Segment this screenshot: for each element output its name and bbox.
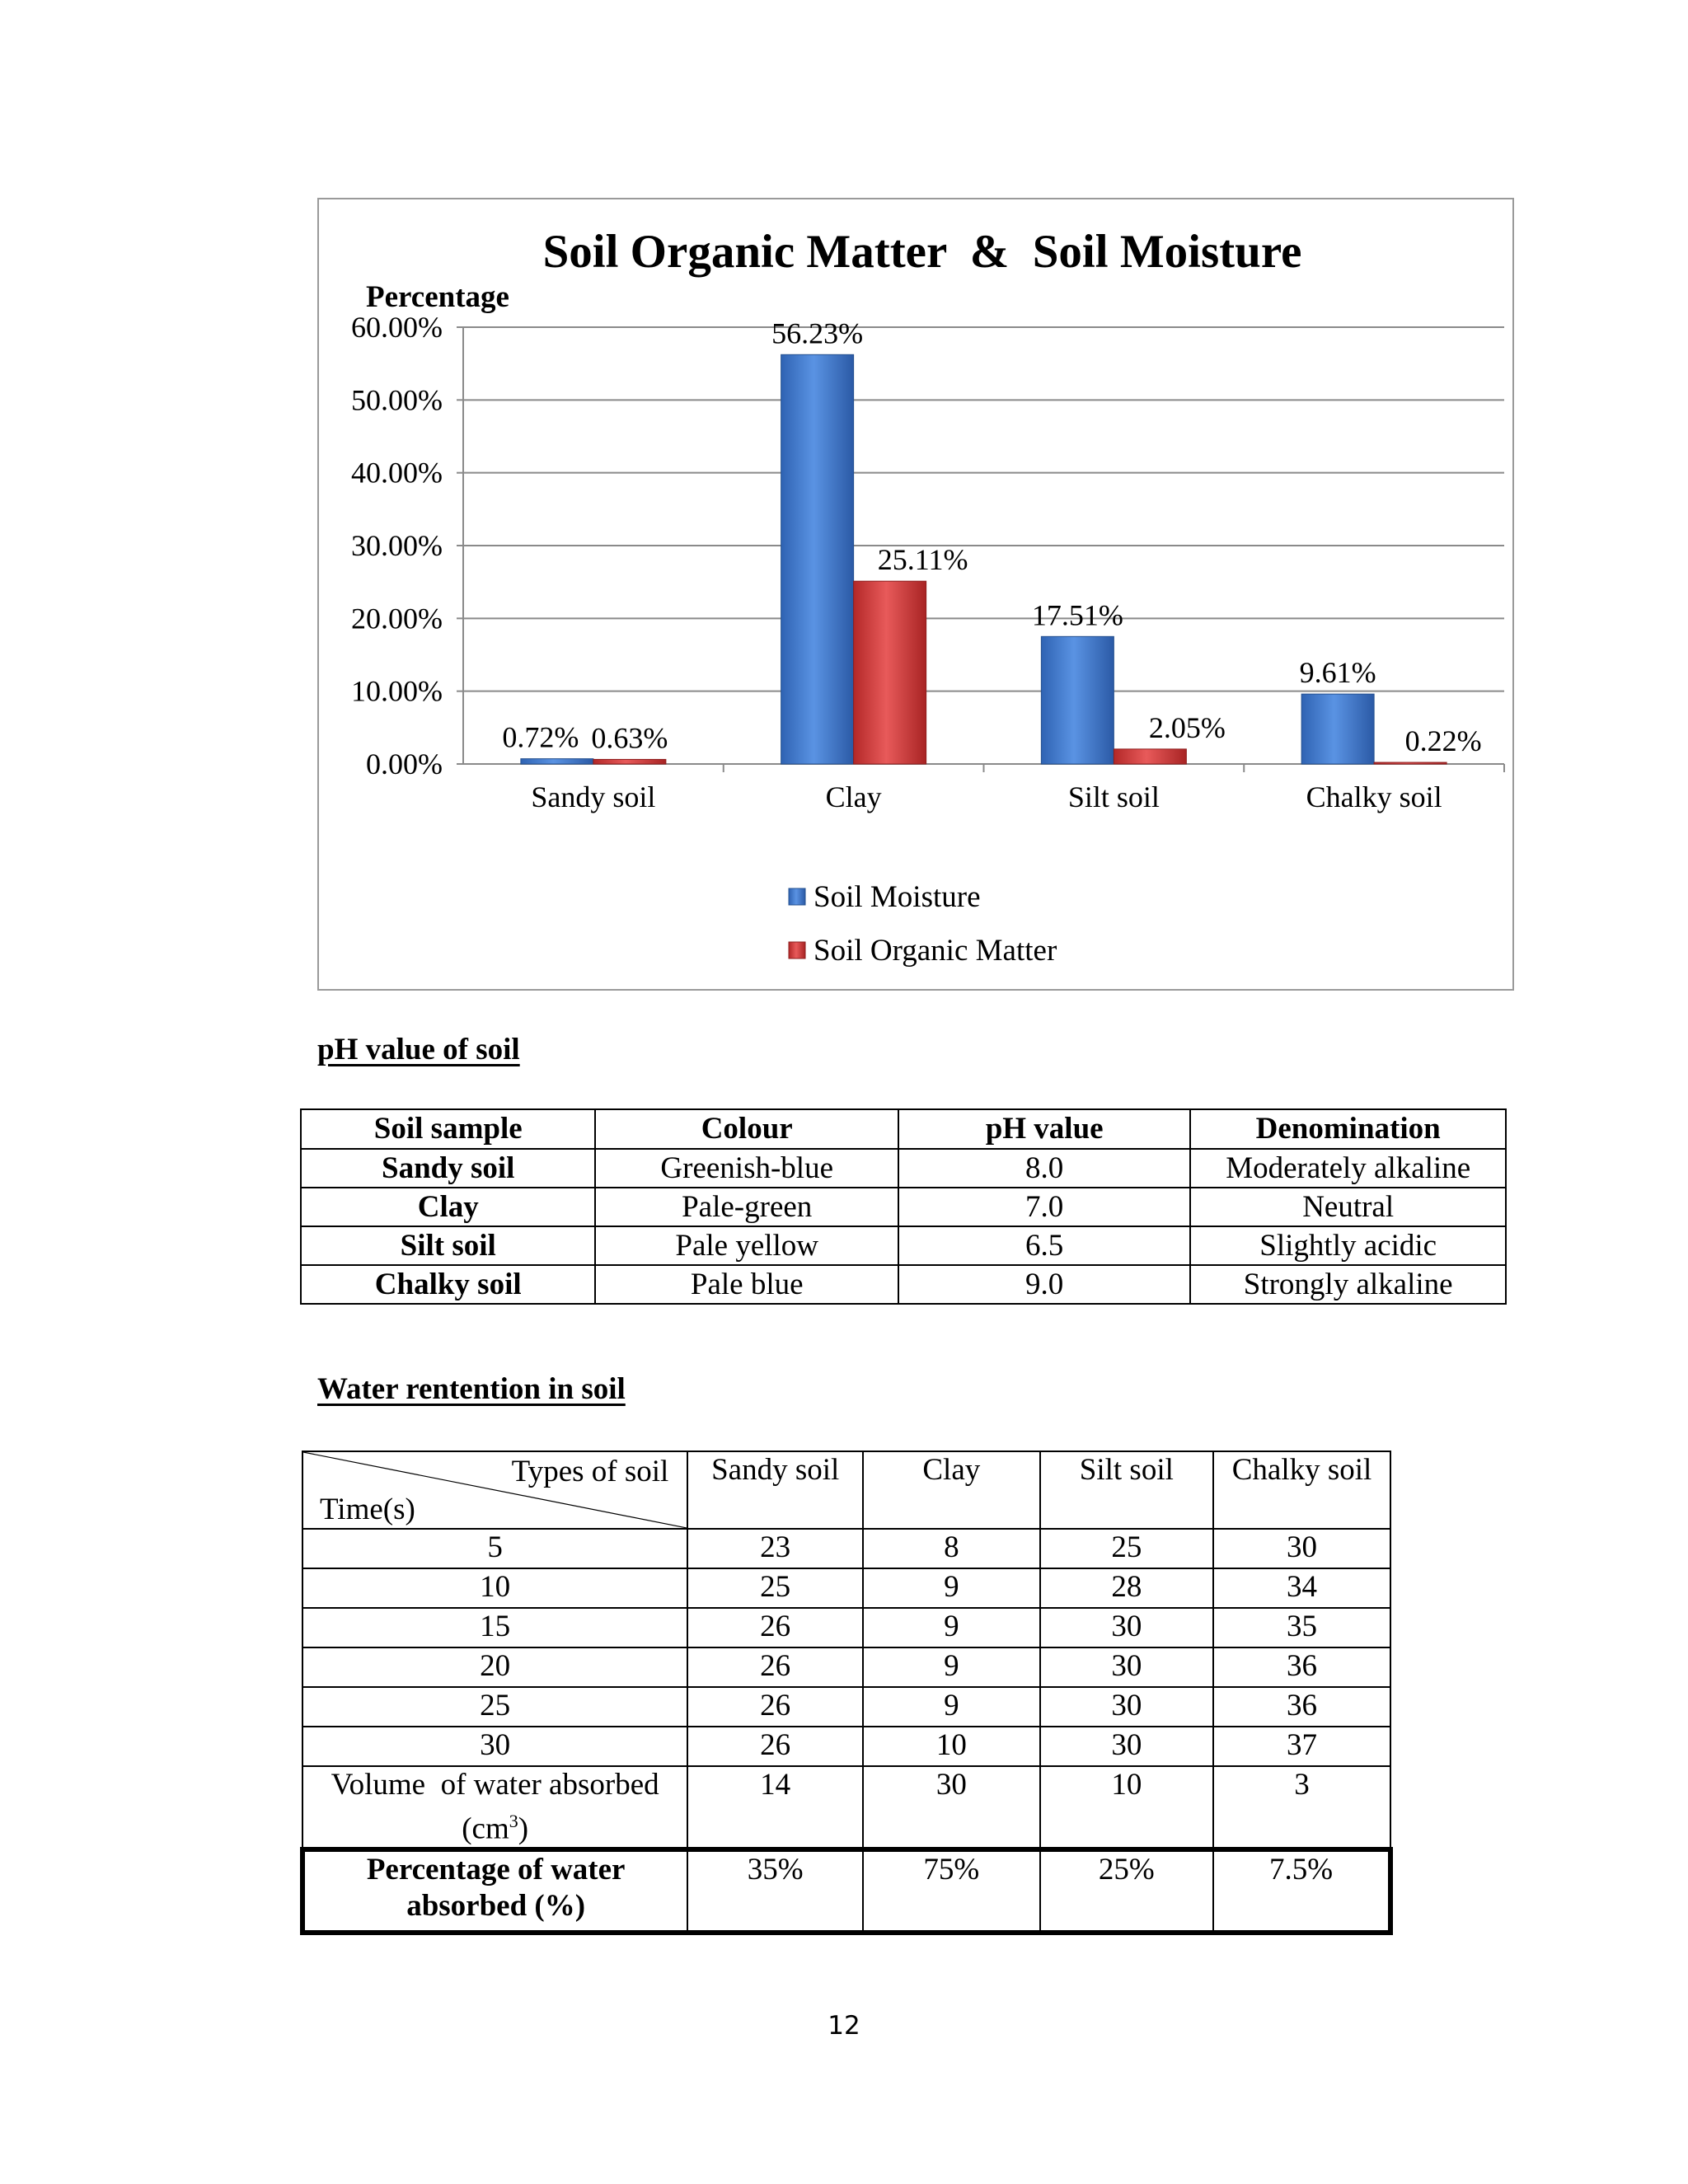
chart-frame bbox=[317, 198, 1514, 991]
water-retention-table bbox=[300, 1451, 1393, 1935]
data-label: 0.72% bbox=[502, 720, 579, 754]
volume-row bbox=[302, 1766, 1390, 1849]
chart-title: Soil Organic Matter & Soil Moisture bbox=[542, 226, 1302, 278]
ph-cell-soil: Clay bbox=[301, 1188, 595, 1226]
table-row bbox=[302, 1687, 1390, 1727]
volume-value-cell: 3 bbox=[1213, 1766, 1390, 1849]
water-value-cell: 26 bbox=[687, 1608, 863, 1647]
water-column-header: Silt soil bbox=[1040, 1451, 1214, 1529]
water-value-cell: 37 bbox=[1213, 1727, 1390, 1766]
time-cell: 15 bbox=[302, 1608, 687, 1647]
data-label: 25.11% bbox=[877, 543, 968, 577]
data-label: 0.22% bbox=[1404, 724, 1482, 758]
table-row bbox=[301, 1188, 1506, 1226]
ph-table bbox=[300, 1108, 1507, 1305]
table-row bbox=[301, 1265, 1506, 1304]
water-value-cell: 9 bbox=[863, 1568, 1040, 1608]
water-column-header: Chalky soil bbox=[1213, 1451, 1390, 1529]
volume-label: Volume of water absorbed bbox=[331, 1768, 659, 1802]
bar-soil-moisture bbox=[1301, 694, 1374, 764]
water-column-header: Sandy soil bbox=[687, 1451, 863, 1529]
table-row bbox=[302, 1727, 1390, 1766]
legend-label: Soil Moisture bbox=[814, 880, 981, 914]
bar-soil-organic-matter bbox=[593, 759, 666, 764]
water-value-cell: 30 bbox=[1040, 1727, 1214, 1766]
x-tick-label: Sandy soil bbox=[531, 780, 656, 813]
ph-cell-denomination: Neutral bbox=[1190, 1188, 1506, 1226]
water-value-cell: 30 bbox=[1040, 1608, 1214, 1647]
ph-cell-soil: Sandy soil bbox=[301, 1149, 595, 1188]
y-tick-label: 30.00% bbox=[351, 529, 443, 562]
ph-header-cell: Denomination bbox=[1190, 1109, 1506, 1149]
corner-header-cell bbox=[302, 1451, 687, 1529]
percentage-value-cell: 35% bbox=[687, 1849, 863, 1933]
y-axis-title: Percentage bbox=[366, 280, 509, 314]
ph-cell-colour: Pale yellow bbox=[595, 1226, 898, 1265]
percentage-value-cell: 7.5% bbox=[1213, 1849, 1390, 1933]
percentage-label-cell: Percentage of water absorbed (%) bbox=[302, 1849, 687, 1933]
time-cell: 30 bbox=[302, 1727, 687, 1766]
time-cell: 25 bbox=[302, 1687, 687, 1727]
percentage-value-cell: 25% bbox=[1040, 1849, 1214, 1933]
water-value-cell: 35 bbox=[1213, 1608, 1390, 1647]
ph-cell-denomination: Moderately alkaline bbox=[1190, 1149, 1506, 1188]
ph-cell-value: 7.0 bbox=[898, 1188, 1190, 1226]
y-tick-label: 10.00% bbox=[351, 674, 443, 708]
water-value-cell: 26 bbox=[687, 1647, 863, 1687]
water-value-cell: 34 bbox=[1213, 1568, 1390, 1608]
data-label: 0.63% bbox=[591, 721, 668, 755]
table-row bbox=[302, 1568, 1390, 1608]
ph-cell-colour: Greenish-blue bbox=[595, 1149, 898, 1188]
time-cell: 5 bbox=[302, 1529, 687, 1568]
time-cell: 20 bbox=[302, 1647, 687, 1687]
legend-label: Soil Organic Matter bbox=[814, 934, 1057, 968]
water-value-cell: 23 bbox=[687, 1529, 863, 1568]
ph-cell-colour: Pale-green bbox=[595, 1188, 898, 1226]
bar-soil-organic-matter bbox=[854, 581, 926, 764]
water-column-header: Clay bbox=[863, 1451, 1040, 1529]
volume-value-cell: 14 bbox=[687, 1766, 863, 1849]
bar-soil-moisture bbox=[1041, 636, 1114, 764]
percentage-value-cell: 75% bbox=[863, 1849, 1040, 1933]
volume-unit-superscript: 3 bbox=[509, 1811, 518, 1831]
ph-cell-value: 8.0 bbox=[898, 1149, 1190, 1188]
water-value-cell: 28 bbox=[1040, 1568, 1214, 1608]
ph-header-row bbox=[301, 1109, 1506, 1149]
water-value-cell: 36 bbox=[1213, 1647, 1390, 1687]
water-value-cell: 26 bbox=[687, 1687, 863, 1727]
bar-soil-organic-matter bbox=[1114, 749, 1186, 764]
ph-header-cell: Soil sample bbox=[301, 1109, 595, 1149]
ph-section-heading: pH value of soil bbox=[317, 1033, 520, 1066]
table-row bbox=[302, 1608, 1390, 1647]
y-tick-label: 60.00% bbox=[351, 311, 443, 344]
bar-soil-organic-matter bbox=[1374, 762, 1447, 764]
water-header-row bbox=[302, 1451, 1390, 1529]
data-label: 56.23% bbox=[771, 316, 864, 350]
water-value-cell: 9 bbox=[863, 1608, 1040, 1647]
water-value-cell: 10 bbox=[863, 1727, 1040, 1766]
volume-unit: (cm bbox=[462, 1811, 509, 1846]
table-row bbox=[301, 1226, 1506, 1265]
volume-value-cell: 30 bbox=[863, 1766, 1040, 1849]
percentage-row bbox=[302, 1849, 1390, 1933]
y-tick-label: 20.00% bbox=[351, 602, 443, 635]
y-tick-label: 0.00% bbox=[366, 748, 443, 780]
legend-swatch bbox=[789, 942, 805, 958]
volume-label-cell bbox=[302, 1766, 687, 1849]
water-value-cell: 9 bbox=[863, 1687, 1040, 1727]
corner-time-label: Time(s) bbox=[320, 1493, 415, 1526]
ph-cell-soil: Silt soil bbox=[301, 1226, 595, 1265]
ph-cell-colour: Pale blue bbox=[595, 1265, 898, 1304]
bar-chart bbox=[319, 199, 1516, 992]
page-number: 12 bbox=[828, 2011, 860, 2041]
ph-cell-denomination: Slightly acidic bbox=[1190, 1226, 1506, 1265]
water-section-heading: Water rentention in soil bbox=[317, 1372, 626, 1406]
y-tick-label: 50.00% bbox=[351, 383, 443, 417]
ph-cell-soil: Chalky soil bbox=[301, 1265, 595, 1304]
bar-soil-moisture bbox=[781, 354, 854, 764]
water-value-cell: 36 bbox=[1213, 1687, 1390, 1727]
x-tick-label: Chalky soil bbox=[1306, 780, 1442, 813]
x-tick-label: Clay bbox=[825, 780, 882, 813]
data-label: 2.05% bbox=[1148, 710, 1226, 744]
ph-cell-denomination: Strongly alkaline bbox=[1190, 1265, 1506, 1304]
water-value-cell: 30 bbox=[1040, 1687, 1214, 1727]
ph-header-cell: pH value bbox=[898, 1109, 1190, 1149]
ph-cell-value: 6.5 bbox=[898, 1226, 1190, 1265]
water-value-cell: 8 bbox=[863, 1529, 1040, 1568]
data-label: 17.51% bbox=[1031, 598, 1123, 632]
water-value-cell: 25 bbox=[1040, 1529, 1214, 1568]
table-row bbox=[301, 1149, 1506, 1188]
water-value-cell: 25 bbox=[687, 1568, 863, 1608]
water-value-cell: 26 bbox=[687, 1727, 863, 1766]
x-tick-label: Silt soil bbox=[1067, 780, 1160, 813]
table-row bbox=[302, 1529, 1390, 1568]
legend-swatch bbox=[789, 888, 805, 905]
volume-value-cell: 10 bbox=[1040, 1766, 1214, 1849]
ph-cell-value: 9.0 bbox=[898, 1265, 1190, 1304]
water-value-cell: 30 bbox=[1040, 1647, 1214, 1687]
water-value-cell: 9 bbox=[863, 1647, 1040, 1687]
water-value-cell: 30 bbox=[1213, 1529, 1390, 1568]
corner-types-label: Types of soil bbox=[511, 1455, 669, 1488]
time-cell: 10 bbox=[302, 1568, 687, 1608]
table-row bbox=[302, 1647, 1390, 1687]
volume-unit-close: ) bbox=[518, 1811, 529, 1846]
y-tick-label: 40.00% bbox=[351, 456, 443, 490]
ph-header-cell: Colour bbox=[595, 1109, 898, 1149]
data-label: 9.61% bbox=[1299, 656, 1376, 690]
bar-soil-moisture bbox=[521, 759, 593, 764]
